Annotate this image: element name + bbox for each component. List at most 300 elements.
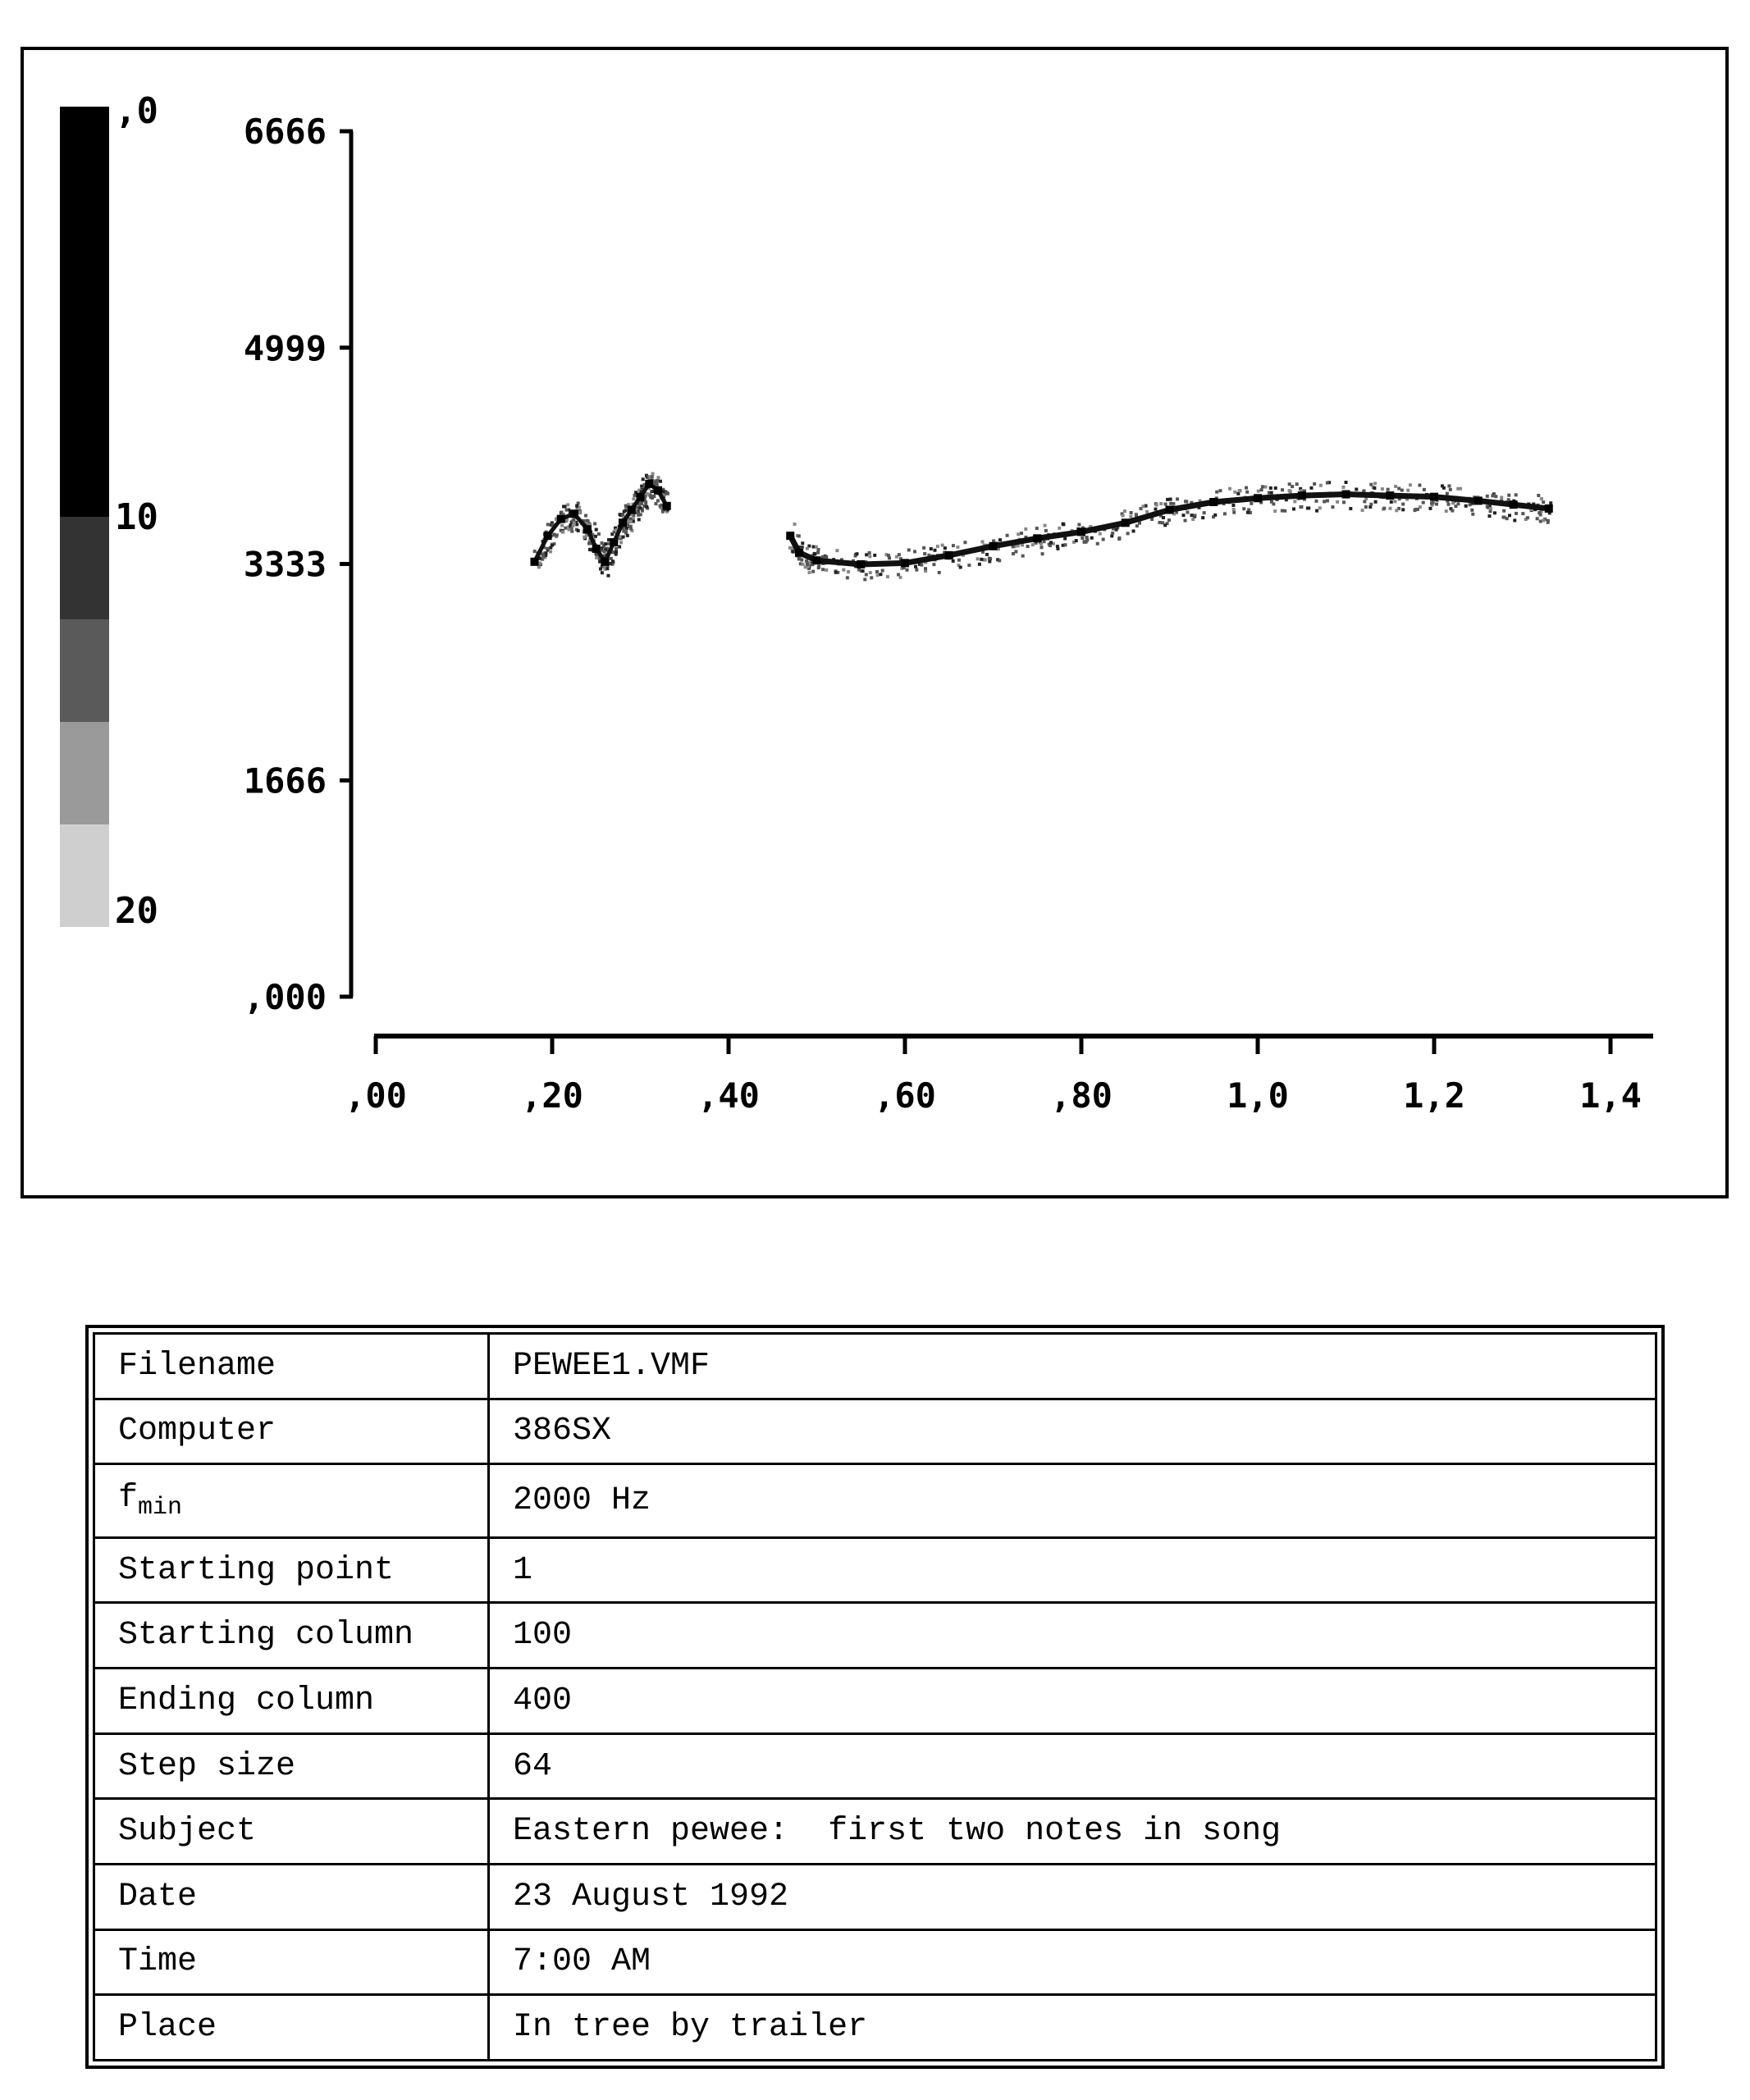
info-value-text: 23 August 1992 bbox=[513, 1878, 789, 1915]
trace-speckle bbox=[545, 551, 548, 555]
trace-speckle bbox=[1373, 486, 1376, 490]
trace-speckle bbox=[1428, 507, 1432, 510]
trace-speckle bbox=[952, 544, 955, 547]
info-value-text: PEWEE1.VMF bbox=[513, 1347, 711, 1385]
trace-speckle bbox=[1155, 504, 1158, 507]
info-key bbox=[94, 1864, 489, 1929]
trace-speckle bbox=[573, 522, 576, 525]
trace-speckle bbox=[659, 480, 662, 483]
trace-speckle bbox=[1020, 532, 1023, 535]
trace-speckle bbox=[1232, 511, 1236, 514]
info-value bbox=[489, 1334, 1656, 1399]
trace-speckle bbox=[873, 554, 876, 557]
trace-speckle bbox=[624, 505, 628, 509]
trace-speckle bbox=[1374, 500, 1378, 504]
info-key-text: Starting column bbox=[118, 1617, 414, 1655]
trace-speckle bbox=[1349, 507, 1352, 510]
trace-speckle bbox=[1238, 489, 1241, 492]
trace-speckle bbox=[1369, 503, 1373, 506]
trace-speckle bbox=[1388, 507, 1391, 510]
trace-speckle bbox=[1506, 517, 1509, 520]
trace-speckle bbox=[593, 522, 596, 525]
trace-speckle bbox=[1012, 552, 1015, 555]
trace-speckle bbox=[629, 520, 633, 523]
info-key-text: Time bbox=[118, 1943, 198, 1981]
trace-speckle bbox=[815, 546, 818, 549]
trace-speckle bbox=[865, 553, 868, 556]
trace-speckle bbox=[1260, 488, 1263, 491]
trace-speckle bbox=[1491, 494, 1494, 497]
trace-speckle bbox=[1039, 546, 1043, 549]
trace-speckle bbox=[1270, 491, 1273, 495]
trace-speckle bbox=[1387, 488, 1390, 491]
trace-speckle bbox=[1502, 509, 1506, 513]
info-value bbox=[489, 1603, 1656, 1669]
trace-speckle bbox=[645, 505, 648, 509]
trace-speckle bbox=[564, 527, 567, 530]
trace-speckle bbox=[800, 559, 803, 562]
trace-speckle bbox=[959, 566, 962, 569]
trace-speckle bbox=[801, 541, 804, 545]
trace-speckle bbox=[1331, 505, 1334, 509]
trace-speckle bbox=[1062, 523, 1065, 526]
trace-speckle bbox=[835, 549, 838, 552]
trace-speckle bbox=[1141, 504, 1145, 508]
info-key-text: Subject bbox=[118, 1813, 257, 1851]
trace-speckle bbox=[625, 527, 628, 530]
trace-point bbox=[786, 532, 794, 540]
trace-speckle bbox=[1537, 494, 1540, 497]
trace-speckle bbox=[1364, 505, 1368, 509]
trace-point bbox=[1077, 527, 1085, 536]
trace-speckle bbox=[587, 519, 590, 523]
trace-speckle bbox=[618, 546, 621, 549]
info-key bbox=[94, 1669, 489, 1734]
trace-speckle bbox=[1464, 504, 1468, 508]
trace-speckle bbox=[1274, 486, 1277, 490]
trace-speckle bbox=[1395, 509, 1398, 512]
trace-speckle bbox=[1115, 528, 1118, 532]
trace-speckle bbox=[802, 563, 805, 566]
info-key-text: Date bbox=[118, 1878, 198, 1915]
trace-speckle bbox=[1044, 524, 1047, 527]
trace-speckle bbox=[963, 541, 966, 544]
trace-speckle bbox=[978, 563, 981, 566]
trace-speckle bbox=[1470, 509, 1474, 512]
info-table-frame bbox=[85, 1325, 1665, 2069]
trace-speckle bbox=[1345, 481, 1348, 484]
trace-speckle bbox=[1292, 507, 1295, 510]
trace-speckle bbox=[1363, 500, 1366, 503]
trace-speckle bbox=[615, 547, 618, 550]
trace-speckle bbox=[1024, 527, 1027, 531]
trace-speckle bbox=[1373, 482, 1377, 485]
x-tick-label: ,40 bbox=[697, 1075, 760, 1116]
y-tick-label: 6666 bbox=[243, 112, 327, 152]
trace-speckle bbox=[865, 573, 868, 577]
trace-speckle bbox=[661, 490, 665, 493]
trace-speckle bbox=[1336, 500, 1339, 504]
trace-point bbox=[583, 525, 592, 533]
trace-speckle bbox=[805, 559, 808, 563]
trace-speckle bbox=[825, 568, 828, 572]
trace-speckle bbox=[1158, 521, 1161, 524]
trace-speckle bbox=[1126, 532, 1130, 535]
trace-speckle bbox=[604, 542, 607, 546]
trace-speckle bbox=[879, 573, 882, 576]
trace-speckle bbox=[1456, 502, 1460, 505]
trace-speckle bbox=[1382, 507, 1386, 510]
trace-point bbox=[1033, 534, 1041, 542]
info-value bbox=[489, 1929, 1656, 1995]
trace-speckle bbox=[1130, 511, 1133, 514]
info-value bbox=[489, 1864, 1656, 1929]
trace-speckle bbox=[869, 571, 872, 574]
trace-point bbox=[1122, 518, 1130, 527]
trace-speckle bbox=[588, 548, 592, 551]
trace-speckle bbox=[1540, 497, 1543, 500]
trace-speckle bbox=[906, 568, 909, 572]
trace-speckle bbox=[1026, 545, 1030, 548]
trace-speckle bbox=[1341, 486, 1345, 489]
trace-speckle bbox=[1445, 509, 1448, 513]
trace-speckle bbox=[1397, 487, 1400, 491]
trace-speckle bbox=[610, 557, 613, 560]
trace-point bbox=[557, 515, 565, 523]
trace-speckle bbox=[1273, 509, 1277, 513]
trace-speckle bbox=[1430, 501, 1433, 504]
trace-speckle bbox=[549, 550, 552, 553]
trace-speckle bbox=[1049, 541, 1053, 544]
info-row bbox=[94, 1995, 1656, 2061]
trace-speckle bbox=[595, 528, 598, 532]
trace-speckle bbox=[538, 561, 541, 564]
trace-speckle bbox=[1547, 521, 1550, 524]
trace-speckle bbox=[1184, 519, 1187, 523]
info-key bbox=[94, 1537, 489, 1603]
info-key-text: Starting point bbox=[118, 1551, 395, 1589]
info-row bbox=[94, 1929, 1656, 1995]
trace-speckle bbox=[1159, 502, 1163, 505]
trace-speckle bbox=[551, 544, 554, 547]
trace-speckle bbox=[611, 559, 615, 563]
info-value bbox=[489, 1464, 1656, 1538]
trace-speckle bbox=[1085, 538, 1089, 541]
trace-speckle bbox=[1269, 486, 1273, 490]
info-row bbox=[94, 1537, 1656, 1603]
x-axis bbox=[345, 1036, 1653, 1116]
trace-point bbox=[663, 502, 671, 510]
trace-speckle bbox=[564, 504, 567, 508]
trace-speckle bbox=[659, 504, 662, 508]
trace-speckle bbox=[661, 510, 665, 514]
trace-speckle bbox=[1129, 515, 1132, 518]
trace-speckle bbox=[1039, 542, 1043, 546]
trace-point bbox=[1474, 496, 1483, 504]
trace-speckle bbox=[1283, 509, 1286, 513]
info-row bbox=[94, 1334, 1656, 1399]
trace-speckle bbox=[602, 550, 605, 553]
x-tick-label: ,60 bbox=[874, 1075, 936, 1116]
trace-speckle bbox=[594, 535, 597, 538]
trace-speckle bbox=[1288, 482, 1291, 486]
trace-speckle bbox=[1423, 488, 1426, 491]
trace-speckle bbox=[1077, 523, 1081, 526]
trace-speckle bbox=[587, 542, 591, 546]
trace-speckle bbox=[1186, 510, 1189, 514]
trace-speckle bbox=[1390, 500, 1393, 504]
trace-speckle bbox=[1451, 509, 1454, 513]
info-value bbox=[489, 1995, 1656, 2061]
trace-speckle bbox=[1326, 482, 1329, 485]
trace-point bbox=[592, 545, 601, 553]
trace-speckle bbox=[1082, 541, 1085, 544]
trace-speckle bbox=[915, 568, 918, 572]
trace-speckle bbox=[1291, 485, 1294, 488]
trace-speckle bbox=[578, 511, 581, 514]
trace-speckle bbox=[1122, 514, 1125, 518]
trace-speckle bbox=[1401, 503, 1405, 506]
info-value bbox=[489, 1399, 1656, 1464]
trace-speckle bbox=[898, 576, 902, 579]
info-value bbox=[489, 1669, 1656, 1734]
info-key bbox=[94, 1929, 489, 1995]
trace-speckle bbox=[1166, 498, 1169, 501]
trace-speckle bbox=[656, 476, 660, 479]
info-key bbox=[94, 1603, 489, 1669]
trace-point bbox=[628, 506, 636, 514]
trace-speckle bbox=[1393, 500, 1396, 503]
trace-speckle bbox=[1493, 511, 1496, 514]
trace-speckle bbox=[806, 547, 809, 550]
info-table bbox=[93, 1332, 1657, 2061]
x-tick-label: ,80 bbox=[1050, 1075, 1113, 1116]
trace-point bbox=[1510, 500, 1518, 509]
trace-speckle bbox=[981, 540, 985, 543]
trace-speckle bbox=[1058, 527, 1061, 530]
trace-speckle bbox=[788, 546, 792, 550]
trace-speckle bbox=[1521, 512, 1524, 515]
trace-speckle bbox=[1314, 500, 1318, 503]
trace-speckle bbox=[924, 567, 927, 570]
trace-speckle bbox=[941, 544, 944, 547]
y-axis bbox=[244, 112, 353, 1017]
trace-point bbox=[1342, 491, 1350, 499]
x-tick-label: ,20 bbox=[521, 1075, 583, 1116]
trace-speckle bbox=[584, 514, 587, 518]
trace-speckle bbox=[1456, 487, 1460, 491]
trace-speckle bbox=[898, 553, 901, 556]
trace-speckle bbox=[572, 518, 575, 521]
trace-speckle bbox=[647, 492, 650, 495]
trace-speckle bbox=[1090, 536, 1094, 540]
info-row bbox=[94, 1799, 1656, 1865]
trace-speckle bbox=[1293, 500, 1296, 503]
trace-point bbox=[645, 480, 653, 488]
trace-speckle bbox=[546, 523, 550, 526]
trace-speckle bbox=[1418, 484, 1421, 487]
trace-speckle bbox=[1309, 486, 1313, 490]
trace-speckle bbox=[1176, 497, 1179, 500]
trace-speckle bbox=[632, 517, 635, 520]
trace-speckle bbox=[907, 548, 911, 551]
trace-speckle bbox=[920, 564, 923, 567]
trace-speckle bbox=[537, 565, 541, 568]
trace-speckle bbox=[1063, 543, 1067, 546]
x-tick-label: 1,0 bbox=[1227, 1075, 1289, 1116]
trace-speckle bbox=[626, 534, 629, 537]
trace-speckle bbox=[560, 511, 563, 514]
trace-speckle bbox=[886, 575, 889, 578]
trace-speckle bbox=[817, 566, 820, 569]
trace-speckle bbox=[1162, 516, 1165, 519]
trace-speckle bbox=[1315, 509, 1318, 513]
trace-speckle bbox=[1201, 516, 1204, 519]
scale-band-2 bbox=[60, 619, 109, 722]
trace-speckle bbox=[1245, 486, 1248, 490]
trace-point bbox=[1254, 494, 1262, 502]
trace-speckle bbox=[797, 534, 801, 537]
trace-speckle bbox=[1287, 489, 1291, 492]
trace-speckle bbox=[1281, 488, 1284, 491]
scale-band-0 bbox=[60, 107, 109, 517]
info-key-text: Computer bbox=[118, 1413, 276, 1450]
trace-speckle bbox=[1096, 542, 1099, 546]
trace-speckle bbox=[797, 557, 801, 560]
trace-speckle bbox=[1132, 529, 1135, 532]
scale-band-4 bbox=[60, 824, 109, 927]
trace-speckle bbox=[639, 513, 642, 516]
info-value-text: 100 bbox=[513, 1617, 573, 1655]
trace-point bbox=[544, 532, 552, 540]
trace-speckle bbox=[1526, 516, 1529, 519]
trace-speckle bbox=[1041, 552, 1044, 555]
trace-speckle bbox=[846, 576, 849, 579]
info-value-text: Eastern pewee: first two notes in song bbox=[513, 1813, 1282, 1851]
trace-speckle bbox=[1313, 482, 1316, 486]
trace-speckle bbox=[654, 502, 657, 505]
trace-speckle bbox=[597, 532, 601, 536]
trace-speckle bbox=[813, 552, 816, 555]
trace-speckle bbox=[1099, 532, 1102, 536]
trace-point bbox=[1209, 498, 1218, 506]
info-key-text: Filename bbox=[118, 1347, 276, 1385]
trace-speckle bbox=[1190, 514, 1194, 517]
trace-speckle bbox=[1539, 520, 1542, 523]
trace-speckle bbox=[1193, 514, 1196, 517]
y-tick-label: 1666 bbox=[243, 760, 327, 801]
trace-speckle bbox=[913, 550, 916, 553]
trace-speckle bbox=[944, 546, 947, 550]
trace-speckle bbox=[541, 555, 545, 558]
trace-speckle bbox=[565, 509, 569, 512]
trace-speckle bbox=[1489, 507, 1492, 510]
trace-speckle bbox=[1117, 537, 1121, 541]
info-value bbox=[489, 1537, 1656, 1603]
info-row bbox=[94, 1399, 1656, 1464]
trace-speckle bbox=[570, 530, 573, 533]
trace-speckle bbox=[967, 564, 971, 567]
scale-label: 10 bbox=[115, 496, 158, 538]
trace-speckle bbox=[1167, 518, 1171, 522]
trace-speckle bbox=[861, 569, 865, 573]
trace-speckle bbox=[1487, 514, 1491, 518]
y-tick-label: 4999 bbox=[243, 327, 327, 368]
trace-speckle bbox=[656, 483, 659, 486]
trace-speckle bbox=[1400, 489, 1404, 492]
intensity-scale-bar bbox=[60, 107, 109, 927]
trace-speckle bbox=[568, 527, 571, 531]
trace-speckle bbox=[628, 525, 631, 528]
info-value-text: 400 bbox=[513, 1682, 573, 1719]
trace-speckle bbox=[1538, 511, 1541, 514]
trace-speckle bbox=[1250, 502, 1253, 505]
trace-point bbox=[813, 556, 821, 564]
trace-speckle bbox=[566, 503, 569, 506]
trace-speckle bbox=[1035, 527, 1039, 530]
trace-speckle bbox=[1006, 534, 1009, 537]
info-value bbox=[489, 1799, 1656, 1865]
trace-speckle bbox=[1542, 518, 1545, 522]
trace-speckle bbox=[1508, 514, 1511, 517]
trace-point bbox=[1386, 491, 1394, 500]
trace-speckle bbox=[1145, 510, 1149, 514]
trace-speckle bbox=[956, 546, 959, 549]
trace-point bbox=[989, 542, 998, 550]
trace-speckle bbox=[533, 550, 537, 553]
trace-speckle bbox=[560, 524, 564, 527]
trace-speckle bbox=[938, 571, 941, 574]
trace-speckle bbox=[957, 559, 961, 562]
trace-speckle bbox=[1044, 529, 1048, 532]
trace-speckle bbox=[624, 509, 628, 512]
trace-speckle bbox=[595, 556, 598, 559]
y-tick-label: ,000 bbox=[243, 977, 327, 1017]
trace-speckle bbox=[1075, 539, 1078, 542]
trace-speckle bbox=[976, 557, 980, 560]
trace-speckle bbox=[1414, 509, 1417, 512]
info-key-subscript: min bbox=[138, 1494, 183, 1522]
trace-speckle bbox=[652, 495, 656, 498]
trace-speckle bbox=[583, 536, 586, 539]
trace-speckle bbox=[622, 536, 625, 539]
info-key bbox=[94, 1334, 489, 1399]
trace-point bbox=[619, 518, 627, 527]
trace-speckle bbox=[847, 570, 850, 573]
info-key bbox=[94, 1799, 489, 1865]
info-value-text: 7:00 AM bbox=[513, 1943, 651, 1981]
x-tick-label: 1,4 bbox=[1579, 1075, 1642, 1116]
trace-speckle bbox=[1401, 508, 1405, 511]
info-value-text: 1 bbox=[513, 1551, 533, 1589]
trace-speckle bbox=[1228, 487, 1231, 491]
trace-speckle bbox=[863, 578, 866, 581]
info-row bbox=[94, 1464, 1656, 1538]
trace-speckle bbox=[1017, 532, 1020, 536]
info-key-text: f bbox=[118, 1480, 139, 1518]
info-row bbox=[94, 1864, 1656, 1929]
trace-speckle bbox=[980, 558, 983, 561]
trace-speckle bbox=[1381, 487, 1384, 491]
trace-speckle bbox=[1111, 532, 1114, 535]
info-value-text: In tree by trailer bbox=[513, 2009, 868, 2047]
trace-speckle bbox=[1449, 488, 1452, 491]
trace-speckle bbox=[1154, 508, 1157, 511]
trace-speckle bbox=[656, 499, 660, 502]
trace-speckle bbox=[811, 570, 815, 573]
info-value-text: 386SX bbox=[513, 1413, 612, 1450]
trace-speckle bbox=[870, 576, 873, 579]
